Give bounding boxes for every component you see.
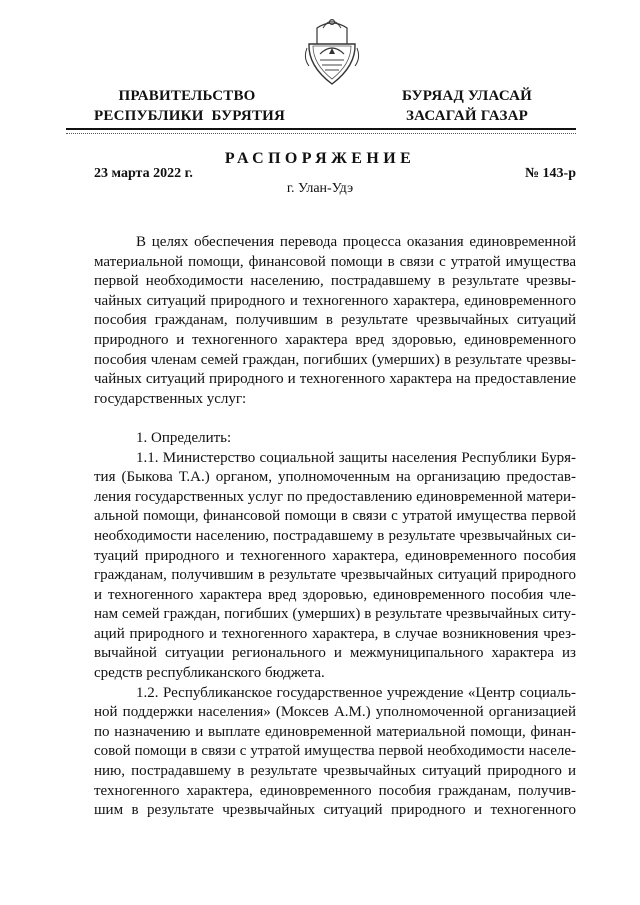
- header-right-line: ЗАСАГАЙ ГАЗАР: [406, 108, 528, 124]
- body-text-line: В целях обеспечения перевода процесса оказания единовременной: [136, 234, 576, 250]
- body-text-line: техногенного характера, единовременного пособия гражданам, получив-: [94, 782, 576, 799]
- body-text-line: первой необходимости населению, пострадавшему в результате чрезвы-: [94, 273, 576, 290]
- body-text-line: 1.2. Республиканское государственное учреждение «Центр социаль-: [136, 684, 576, 701]
- body-text-line: необходимости населению, пострадавшему в результате чрезвычайных си-: [94, 527, 576, 544]
- body-text-line: альной помощи, финансовой помощи в связи с утратой имущества первой: [94, 508, 576, 525]
- body-text-line: чайных ситуаций природного и техногенного характера на предоставление: [94, 371, 576, 388]
- body-text-line: средств республиканского бюджета.: [94, 665, 325, 682]
- header-divider-dotted: [66, 133, 576, 134]
- body-text-line: совой помощи в связи с утратой имущества первой необходимости населе-: [94, 743, 576, 760]
- body-text-line: природного и техногенного характера вред здоровью, единовременного: [94, 331, 576, 348]
- body-text-line: по назначению и выплате единовременной материальной помощи, финан-: [94, 723, 576, 740]
- body-text-line: пособия гражданам, получившим в результате чрезвычайных ситуаций: [94, 312, 576, 329]
- paragraph-gap: [94, 409, 576, 429]
- body-text-line: пособия членам семей граждан, погибших (умерших) в результате чрезвы-: [94, 351, 576, 368]
- body-text-line: и техногенного характера вред здоровью, единовременного пособия чле-: [94, 586, 576, 603]
- header-divider: [66, 128, 576, 130]
- body-text-line: государственных услуг:: [94, 390, 247, 407]
- document-number: № 143-р: [524, 166, 576, 181]
- coat-of-arms-icon: [303, 14, 361, 88]
- header-right: [384, 86, 550, 126]
- body-text-line: шим в результате чрезвычайных ситуаций природного и техногенного: [94, 802, 576, 819]
- body-text-line: нию, пострадавшему в результате чрезвычайных ситуаций природного и: [94, 763, 576, 780]
- header-right-line: БУРЯАД УЛАСАЙ: [401, 88, 533, 104]
- body-text-line: гражданам, получившим в результате чрезвычайных ситуаций природного: [94, 567, 576, 584]
- body-text-line: 1.1. Министерство социальной защиты населения Республики Буря-: [136, 449, 576, 466]
- body-text-line: чайных ситуаций природного и техногенного характера, единовременного: [94, 292, 576, 309]
- document-title: РАСПОРЯЖЕНИЕ: [224, 150, 416, 167]
- body-text-line: аций природного и техногенного характера, в случае возникновения чрез-: [94, 625, 576, 642]
- document-city: г. Улан-Удэ: [286, 181, 354, 196]
- body-text-line: ной поддержки населения» (Моксев А.М.) уполномоченной организацией: [94, 704, 576, 721]
- body-text-line: тия (Быкова Т.А.) органом, уполномоченным на организацию предостав-: [94, 469, 576, 486]
- header-left-line: ПРАВИТЕЛЬСТВО: [118, 88, 256, 104]
- body-text-line: вычайной ситуации регионального и межмуниципального характера из: [94, 645, 576, 662]
- body-text-line: материальной помощи, финансовой помощи в связи с утратой имущества: [94, 253, 576, 270]
- body-text-line: 1. Определить:: [136, 429, 232, 446]
- header-left-line: РЕСПУБЛИКИ БУРЯТИЯ: [94, 108, 286, 124]
- document-date: 23 марта 2022 г.: [94, 166, 193, 181]
- body-text-line: ления государственных услуг по предоставлению единовременной матери-: [94, 488, 576, 505]
- body-text-line: нам семей граждан, погибших (умерших) в результате чрезвычайных ситу-: [94, 606, 576, 623]
- header-left: [94, 86, 286, 126]
- body-text-line: туаций природного и техногенного характера, единовременного пособия: [94, 547, 576, 564]
- document-body: [94, 233, 576, 821]
